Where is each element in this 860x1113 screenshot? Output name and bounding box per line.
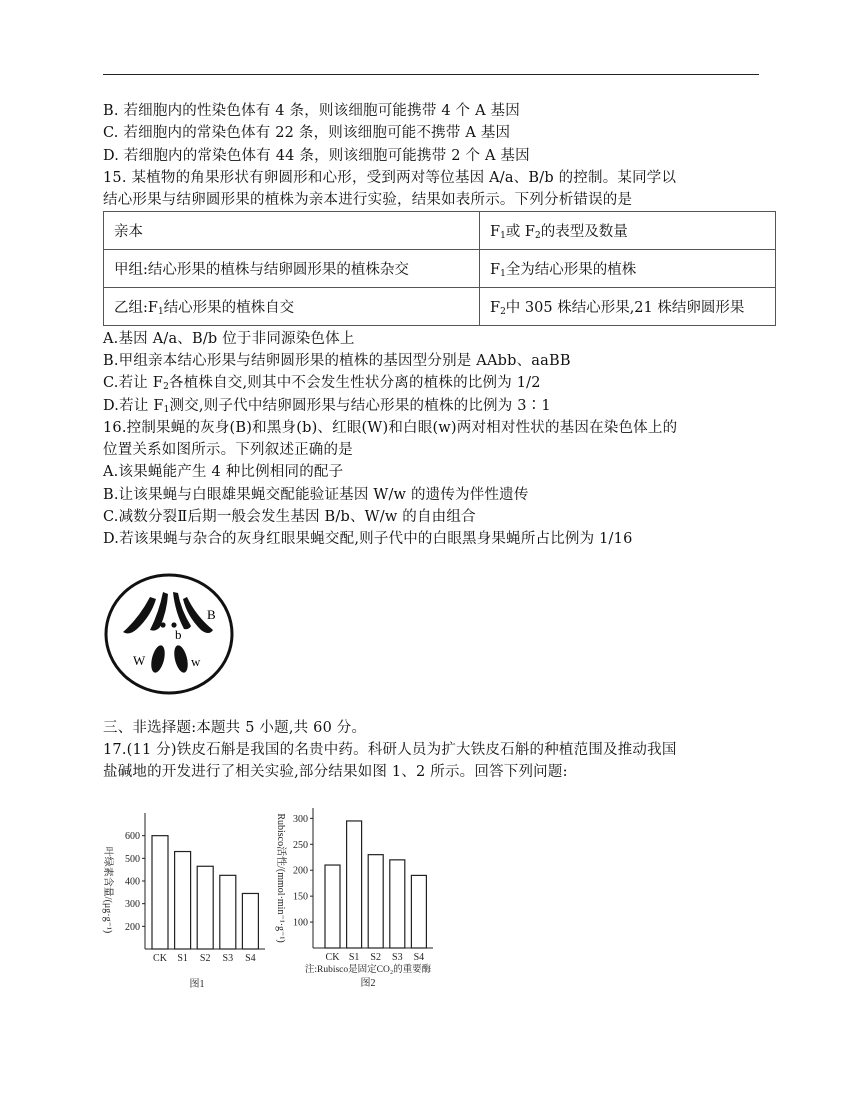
- y-tick-label: 200: [293, 865, 308, 877]
- q16-stem-line1: 16.控制果蝇的灰身(B)和黑身(b)、红眼(W)和白眼(w)两对相对性状的基因在染色体上的: [103, 420, 678, 436]
- table-header-parents: 亲本: [104, 212, 480, 250]
- chart-figure1: [95, 805, 270, 995]
- x-tick-label: CK: [153, 953, 167, 964]
- x-tick-label: S3: [222, 953, 234, 964]
- gene-label-B: B: [207, 607, 216, 622]
- x-tick-label: S2: [199, 953, 211, 964]
- bar: [347, 821, 362, 948]
- table-row: [104, 212, 776, 250]
- q17-stem-line2: 盐碱地的开发进行了相关实验,部分结果如图 1、2 所示。回答下列问题:: [103, 764, 568, 780]
- y-axis-label: Rubisco活性/(mmol·min⁻¹·g⁻¹): [275, 813, 286, 943]
- table-cell: $F_1$全为结心形果的植株: [480, 250, 776, 288]
- chart-title: 图1: [189, 979, 205, 990]
- section3-heading: 三、非选择题:本题共 5 小题,共 60 分。: [103, 720, 367, 736]
- q17-stem-line1: 17.(11 分)铁皮石斛是我国的名贵中药。科研人员为扩大铁皮石斛的种植范围及推动我国: [103, 742, 677, 758]
- chart-title: 图2: [360, 978, 376, 989]
- q16-option-b: B.让该果蝇与白眼雄果蝇交配能验证基因 W/w 的遗传为伴性遗传: [103, 487, 529, 503]
- y-tick-label: 100: [293, 917, 308, 929]
- x-tick-label: S1: [348, 952, 360, 963]
- bar: [411, 875, 426, 948]
- table-row: [104, 250, 776, 288]
- table-cell: $F_2$中 305 株结心形果,21 株结卵圆形果: [480, 288, 776, 326]
- gene-label-w: w: [191, 654, 201, 669]
- y-tick-label: 250: [293, 839, 308, 851]
- x-tick-label: S2: [370, 952, 381, 963]
- bar: [242, 893, 258, 949]
- q16-option-c: C.减数分裂Ⅱ后期一般会发生基因 B/b、W/w 的自由组合: [103, 509, 476, 525]
- y-tick-label: 600: [125, 831, 140, 843]
- gene-label-b: b: [175, 627, 182, 642]
- chart-note: 注:Rubisco是固定CO₂的重要酶: [304, 965, 432, 975]
- y-tick-label: 200: [125, 921, 140, 933]
- x-tick-label: CK: [325, 952, 340, 963]
- x-tick-label: S4: [413, 952, 425, 963]
- y-tick-label: 150: [293, 891, 308, 903]
- q15-option-d: D.若让 $F_1$测交,则子代中结卵圆形果与结心形果的植株的比例为 3∶1: [103, 398, 551, 415]
- q15-option-a: A.基因 A/a、B/b 位于非同源染色体上: [103, 331, 355, 347]
- x-tick-label: S3: [392, 952, 403, 963]
- y-tick-label: 500: [125, 853, 140, 865]
- q15-table: [103, 211, 776, 326]
- bar: [220, 875, 236, 949]
- y-tick-label: 400: [125, 876, 140, 888]
- q14-option-b: B. 若细胞内的性染色体有 4 条，则该细胞可能携带 4 个 A 基因: [103, 103, 520, 119]
- q15-stem-line1: 15. 某植物的角果形状有卵圆形和心形，受到两对等位基因 A/a、B/b 的控制。某同学以: [103, 170, 677, 186]
- chart-figure2: [268, 800, 463, 995]
- q16-option-a: A.该果蝇能产生 4 种比例相同的配子: [103, 464, 344, 480]
- table-cell: 甲组:结心形果的植株与结卵圆形果的植株杂交: [104, 250, 480, 288]
- y-axis-label: 叶绿素含量/(μg·g⁻¹): [102, 846, 113, 934]
- q14-option-d: D. 若细胞内的常染色体有 44 条，则该细胞可能携带 2 个 A 基因: [103, 148, 530, 164]
- y-tick-label: 300: [293, 813, 308, 825]
- bar: [152, 836, 168, 949]
- chromosome-figure: [103, 572, 235, 696]
- y-tick-label: 300: [125, 899, 140, 911]
- bar: [368, 855, 383, 948]
- bar: [390, 860, 405, 948]
- gene-label-W: W: [133, 653, 146, 668]
- q15-option-c: C.若让 $F_2$各植株自交,则其中不会发生性状分离的植株的比例为 1/2: [103, 375, 541, 392]
- header-rule: [103, 74, 759, 75]
- table-header-phenotype: $F_1$或 $F_2$的表型及数量: [480, 212, 776, 250]
- bar: [197, 866, 213, 949]
- q15-option-b: B.甲组亲本结心形果与结卵圆形果的植株的基因型分别是 AAbb、aaBB: [103, 353, 571, 369]
- q15-stem-line2: 结心形果与结卵圆形果的植株为亲本进行实验，结果如表所示。下列分析错误的是: [103, 192, 633, 208]
- q16-option-d: D.若该果蝇与杂合的灰身红眼果蝇交配,则子代中的白眼黑身果蝇所占比例为 1/16: [103, 531, 633, 547]
- q14-option-c: C. 若细胞内的常染色体有 22 条，则该细胞可能不携带 A 基因: [103, 125, 511, 141]
- bar: [175, 852, 191, 949]
- x-tick-label: S1: [177, 953, 188, 964]
- x-tick-label: S4: [245, 953, 256, 964]
- bar: [325, 865, 340, 948]
- table-cell: 乙组$:F_1$结心形果的植株自交: [104, 288, 480, 326]
- q16-stem-line2: 位置关系如图所示。下列叙述正确的是: [103, 442, 353, 458]
- table-row: [104, 288, 776, 326]
